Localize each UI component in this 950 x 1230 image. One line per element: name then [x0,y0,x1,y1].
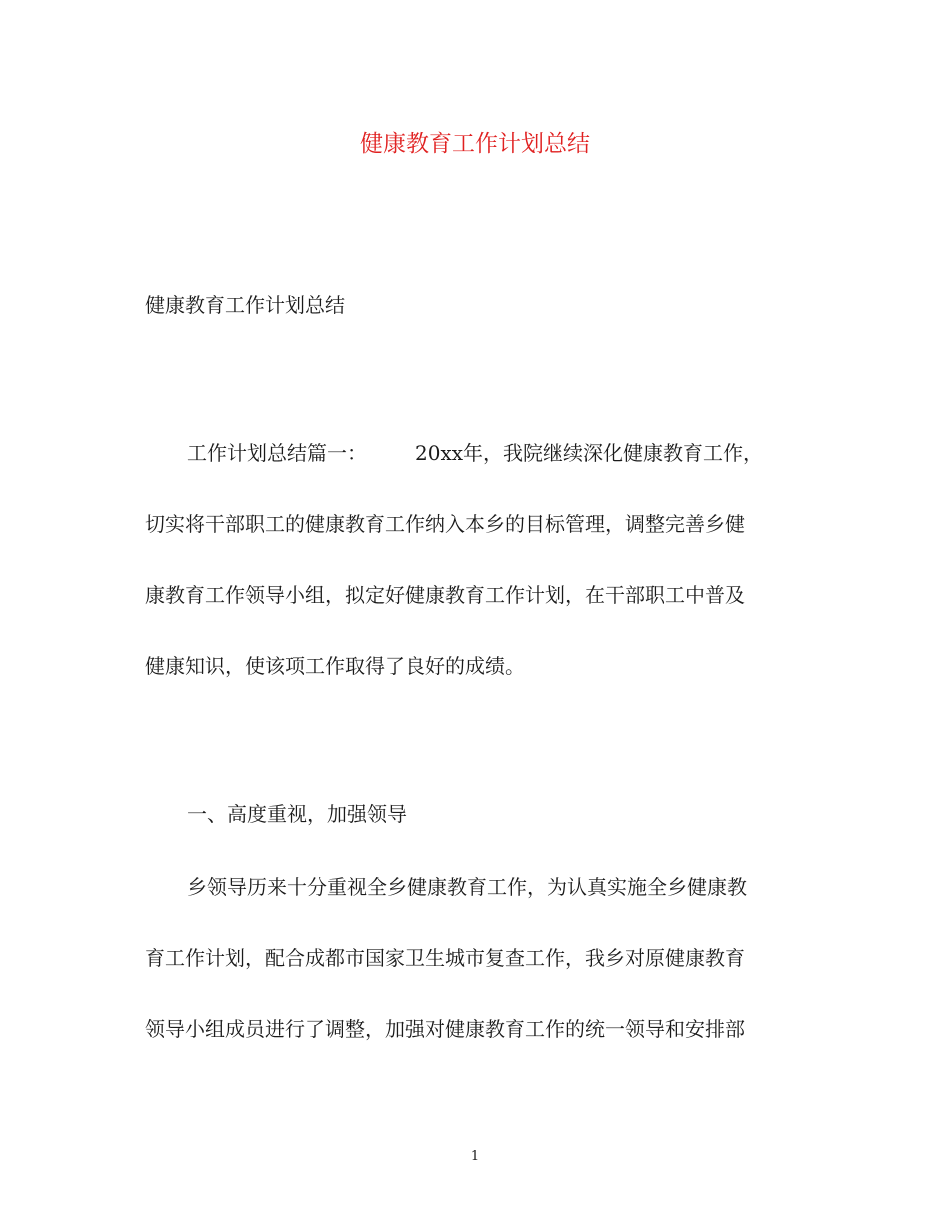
paragraph-1-text-1: 20xx年，我院继续深化健康教育工作， [415,441,764,465]
paragraph-1-line-2: 切实将干部职工的健康教育工作纳入本乡的目标管理，调整完善乡健 [145,512,745,536]
section-1-line-3: 领导小组成员进行了调整，加强对健康教育工作的统一领导和安排部 [145,1017,745,1041]
section-1-line-2: 育工作计划，配合成都市国家卫生城市复查工作，我乡对原健康教育 [145,946,745,970]
section-1-line-1: 乡领导历来十分重视全乡健康教育工作，为认真实施全乡健康教 [187,875,747,899]
document-title: 健康教育工作计划总结 [360,131,590,157]
paragraph-1-line-3: 康教育工作领导小组，拟定好健康教育工作计划，在干部职工中普及 [145,583,745,607]
paragraph-1-line-4: 健康知识，使该项工作取得了良好的成绩。 [145,654,525,678]
section-1-heading: 一、高度重视，加强领导 [187,802,407,826]
paragraph-1-line-1 [187,438,805,468]
page-number: 1 [470,1149,480,1164]
document-subtitle: 健康教育工作计划总结 [145,293,345,317]
paragraph-1-label: 工作计划总结篇一： [187,441,367,465]
